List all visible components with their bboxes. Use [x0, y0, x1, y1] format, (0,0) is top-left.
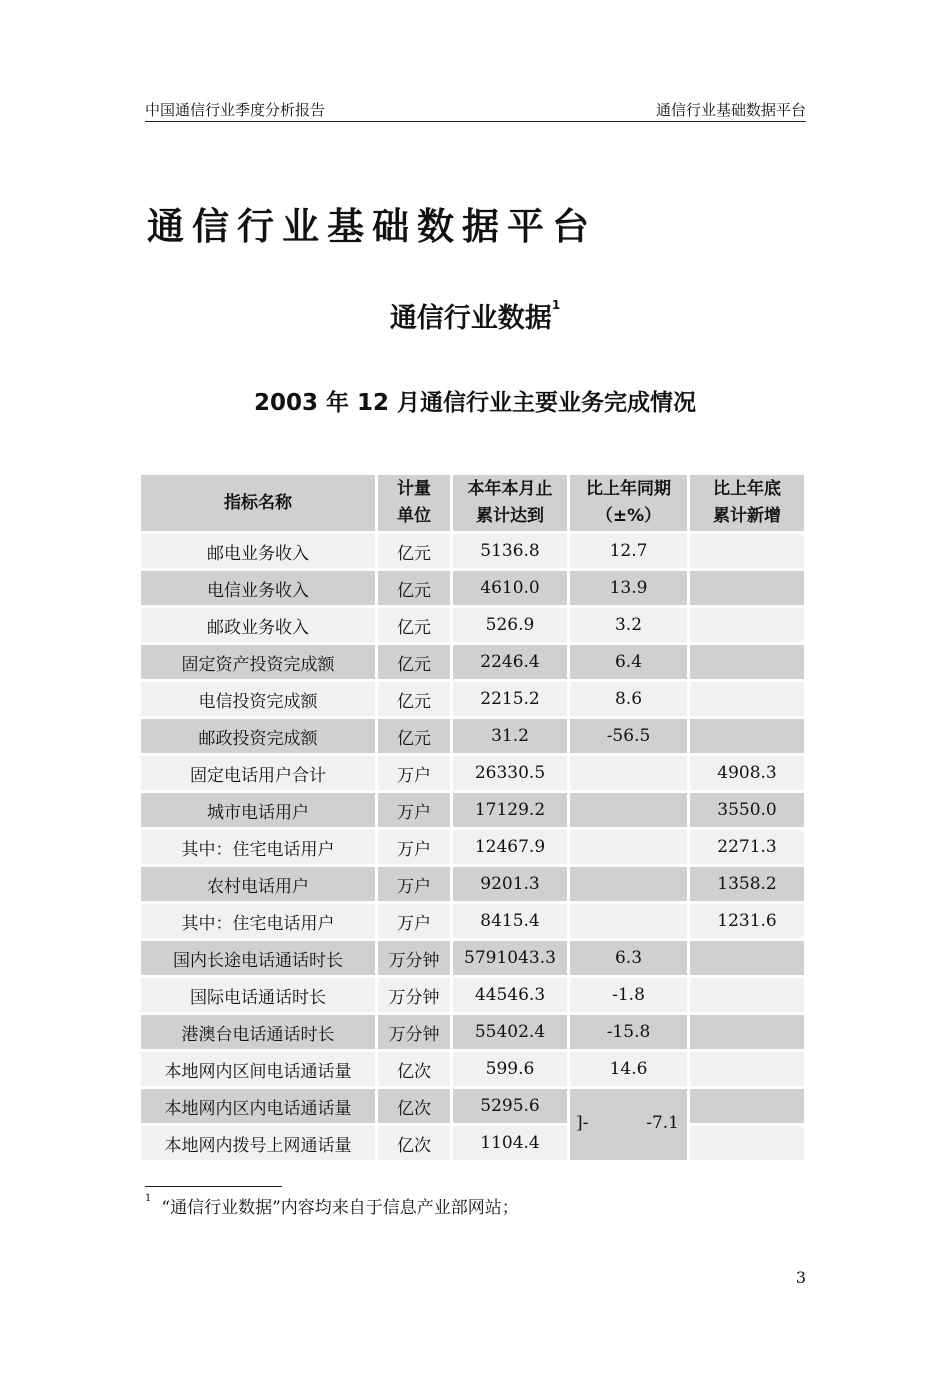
cell-yoy: 8.6 [570, 682, 687, 716]
cell-name: 国内长途电话通话时长 [141, 941, 375, 975]
table-row [141, 1126, 804, 1160]
cell-yoy: 6.3 [570, 941, 687, 975]
table-row [141, 534, 804, 568]
table-row [141, 571, 804, 605]
table-row [141, 978, 804, 1012]
table-row [141, 830, 804, 864]
cell-yoy [570, 830, 687, 864]
cell-total: 12467.9 [453, 830, 567, 864]
table-row [141, 608, 804, 642]
table-row [141, 645, 804, 679]
cell-added [690, 682, 804, 716]
cell-name: 港澳台电话通话时长 [141, 1015, 375, 1049]
cell-total: 5136.8 [453, 534, 567, 568]
table-row [141, 941, 804, 975]
cell-yoy: 3.2 [570, 608, 687, 642]
cell-name: 电信业务收入 [141, 571, 375, 605]
table-row [141, 719, 804, 753]
cell-yoy: -15.8 [570, 1015, 687, 1049]
sub-title [0, 296, 950, 335]
table-row [141, 1015, 804, 1049]
cell-total: 26330.5 [453, 756, 567, 790]
cell-name: 邮政投资完成额 [141, 719, 375, 753]
header-section-title: 通信行业基础数据平台 [655, 101, 806, 119]
cell-added [690, 608, 804, 642]
data-table [138, 472, 807, 1163]
cell-added: 1358.2 [690, 867, 804, 901]
cell-yoy-merged [570, 1089, 687, 1160]
cell-name: 本地网内区内电话通话量 [141, 1089, 375, 1123]
cell-unit: 亿元 [378, 571, 450, 605]
cell-unit: 万户 [378, 867, 450, 901]
cell-total: 44546.3 [453, 978, 567, 1012]
page-header [145, 97, 806, 122]
table-row [141, 793, 804, 827]
cell-yoy: -56.5 [570, 719, 687, 753]
cell-added [690, 645, 804, 679]
footnote-ref: 1 [551, 298, 561, 312]
table-row [141, 682, 804, 716]
cell-total: 2246.4 [453, 645, 567, 679]
cell-added: 1231.6 [690, 904, 804, 938]
page-number: 3 [795, 1268, 806, 1287]
cell-name: 本地网内区间电话通话量 [141, 1052, 375, 1086]
merged-bracket: ]- [576, 1113, 589, 1133]
cell-yoy: 12.7 [570, 534, 687, 568]
cell-name: 其中：住宅电话用户 [141, 904, 375, 938]
cell-unit: 万户 [378, 756, 450, 790]
cell-unit: 亿次 [378, 1052, 450, 1086]
cell-unit: 亿元 [378, 534, 450, 568]
cell-total: 55402.4 [453, 1015, 567, 1049]
cell-unit: 亿元 [378, 608, 450, 642]
cell-name: 农村电话用户 [141, 867, 375, 901]
table-row [141, 867, 804, 901]
cell-added: 2271.3 [690, 830, 804, 864]
merged-value: -7.1 [646, 1113, 679, 1133]
cell-total: 17129.2 [453, 793, 567, 827]
cell-name: 其中：住宅电话用户 [141, 830, 375, 864]
cell-added [690, 1052, 804, 1086]
header-report-title: 中国通信行业季度分析报告 [145, 101, 326, 119]
cell-added [690, 571, 804, 605]
cell-added [690, 719, 804, 753]
cell-unit: 亿元 [378, 719, 450, 753]
cell-unit: 亿次 [378, 1126, 450, 1160]
cell-unit: 万户 [378, 830, 450, 864]
cell-total: 9201.3 [453, 867, 567, 901]
cell-name: 邮电业务收入 [141, 534, 375, 568]
table-row [141, 756, 804, 790]
cell-added [690, 941, 804, 975]
cell-added: 3550.0 [690, 793, 804, 827]
cell-name: 固定资产投资完成额 [141, 645, 375, 679]
cell-yoy [570, 793, 687, 827]
cell-total: 1104.4 [453, 1126, 567, 1160]
table-row [141, 1089, 804, 1123]
table-row [141, 1052, 804, 1086]
cell-added [690, 978, 804, 1012]
col-header-unit: 计量 单位 [378, 475, 450, 531]
footnote [145, 1193, 519, 1218]
footnote-separator [145, 1186, 282, 1187]
cell-yoy: 6.4 [570, 645, 687, 679]
cell-total: 8415.4 [453, 904, 567, 938]
col-header-added: 比上年底 累计新增 [690, 475, 804, 531]
section-title: 通信行业基础数据平台 [147, 204, 597, 248]
cell-added [690, 1015, 804, 1049]
cell-yoy: -1.8 [570, 978, 687, 1012]
cell-name: 城市电话用户 [141, 793, 375, 827]
cell-added [690, 534, 804, 568]
footnote-text: “通信行业数据”内容均来自于信息产业部网站； [161, 1198, 519, 1218]
cell-total: 31.2 [453, 719, 567, 753]
cell-name: 国际电话通话时长 [141, 978, 375, 1012]
col-header-total: 本年本月止 累计达到 [453, 475, 567, 531]
cell-yoy [570, 904, 687, 938]
cell-unit: 万户 [378, 904, 450, 938]
cell-total: 5791043.3 [453, 941, 567, 975]
cell-unit: 万分钟 [378, 941, 450, 975]
cell-yoy: 13.9 [570, 571, 687, 605]
cell-added [690, 1089, 804, 1123]
cell-name: 本地网内拨号上网通话量 [141, 1126, 375, 1160]
cell-total: 599.6 [453, 1052, 567, 1086]
sub-title-text: 通信行业数据 [389, 303, 552, 334]
cell-name: 邮政业务收入 [141, 608, 375, 642]
col-header-name: 指标名称 [141, 475, 375, 531]
cell-unit: 万户 [378, 793, 450, 827]
cell-total: 4610.0 [453, 571, 567, 605]
col-header-yoy: 比上年同期 （±%） [570, 475, 687, 531]
cell-name: 固定电话用户合计 [141, 756, 375, 790]
table-row [141, 904, 804, 938]
cell-total: 526.9 [453, 608, 567, 642]
footnote-mark: 1 [145, 1193, 152, 1204]
cell-name: 电信投资完成额 [141, 682, 375, 716]
cell-added [690, 1126, 804, 1160]
cell-unit: 亿次 [378, 1089, 450, 1123]
cell-added: 4908.3 [690, 756, 804, 790]
table-title: 2003 年 12 月通信行业主要业务完成情况 [253, 390, 697, 416]
table-header-row [141, 475, 804, 531]
cell-unit: 万分钟 [378, 978, 450, 1012]
cell-total: 5295.6 [453, 1089, 567, 1123]
cell-unit: 万分钟 [378, 1015, 450, 1049]
cell-yoy [570, 756, 687, 790]
cell-yoy: 14.6 [570, 1052, 687, 1086]
cell-total: 2215.2 [453, 682, 567, 716]
cell-unit: 亿元 [378, 682, 450, 716]
cell-yoy [570, 867, 687, 901]
cell-unit: 亿元 [378, 645, 450, 679]
